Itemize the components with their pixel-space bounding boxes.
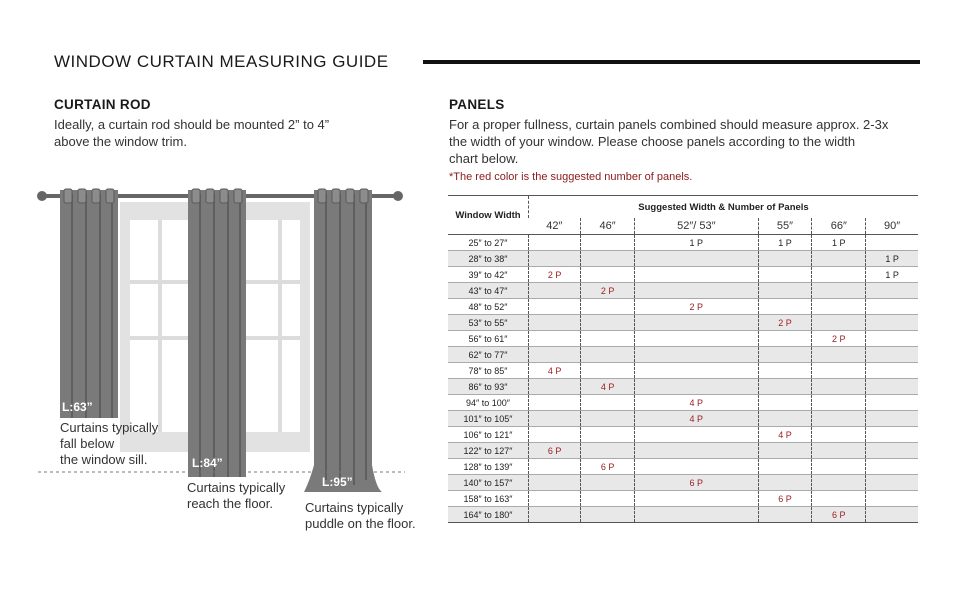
window-width-cell: 62″ to 77″ <box>468 349 508 360</box>
panel-count-cell <box>529 427 581 443</box>
panel-count-cell <box>581 331 635 347</box>
window-width-cell: 164″ to 180″ <box>463 509 513 520</box>
panel-count-cell: 4 P <box>635 411 759 427</box>
table-row <box>448 315 918 331</box>
window-width-cell: 101″ to 105″ <box>463 413 513 424</box>
panel-count-cell: 4 P <box>758 427 812 443</box>
panel-count-cell: 1 P <box>635 235 759 251</box>
panel-count-cell <box>812 315 866 331</box>
window-width-cell: 53″ to 55″ <box>468 317 508 328</box>
table-row <box>448 283 918 299</box>
panel-count-cell: 4 P <box>529 363 581 379</box>
panel-count-cell <box>529 331 581 347</box>
panel-count-cell <box>635 379 759 395</box>
table-row <box>448 427 918 443</box>
panel-count-cell <box>758 475 812 491</box>
panel-count-cell <box>866 427 918 443</box>
caption-84: Curtains typically reach the floor. <box>187 480 286 511</box>
table-row <box>448 395 918 411</box>
panel-count-cell <box>581 315 635 331</box>
panel-count-cell <box>866 363 918 379</box>
window-width-cell: 56″ to 61″ <box>468 333 508 344</box>
panel-count-cell <box>581 363 635 379</box>
panel-count-cell: 6 P <box>635 475 759 491</box>
column-header-1: 46″ <box>581 218 635 235</box>
panel-count-cell <box>812 283 866 299</box>
panel-count-cell: 6 P <box>812 507 866 523</box>
panel-count-cell <box>866 411 918 427</box>
window-width-cell: 158″ to 163″ <box>463 493 513 504</box>
panel-count-cell <box>529 299 581 315</box>
table-row <box>448 347 918 363</box>
panel-count-cell <box>581 507 635 523</box>
window-width-cell: 48″ to 52″ <box>468 301 508 312</box>
curtain-rod-heading: CURTAIN ROD <box>54 97 151 112</box>
panel-count-cell: 6 P <box>529 443 581 459</box>
caption-95: Curtains typically puddle on the floor. <box>305 500 416 531</box>
table-row <box>448 459 918 475</box>
panel-count-cell <box>758 363 812 379</box>
window-width-cell: 122″ to 127″ <box>463 445 513 456</box>
panel-count-cell <box>581 411 635 427</box>
window-width-cell: 43″ to 47″ <box>468 285 508 296</box>
panel-count-cell <box>635 459 759 475</box>
panel-count-cell <box>758 459 812 475</box>
panel-count-cell <box>758 251 812 267</box>
table-row <box>448 251 918 267</box>
table-row <box>448 331 918 347</box>
panel-count-cell: 2 P <box>758 315 812 331</box>
panel-count-cell <box>812 299 866 315</box>
panel-count-cell <box>812 267 866 283</box>
title-rule <box>423 60 920 64</box>
panel-count-cell: 1 P <box>866 267 918 283</box>
panel-count-cell <box>635 491 759 507</box>
curtain-rod-text: Ideally, a curtain rod should be mounted 2” to 4” above the window trim. <box>54 117 330 149</box>
panel-count-cell <box>529 283 581 299</box>
panel-count-cell <box>812 491 866 507</box>
panel-count-cell <box>529 347 581 363</box>
panel-count-cell <box>758 267 812 283</box>
panel-count-cell <box>635 283 759 299</box>
panel-count-cell <box>758 443 812 459</box>
caption-63: Curtains typically fall below the window sill. <box>60 420 159 467</box>
curtain-illustration <box>30 180 440 530</box>
panel-count-cell <box>635 427 759 443</box>
table-row <box>448 475 918 491</box>
panel-count-cell: 1 P <box>812 235 866 251</box>
panel-count-cell <box>758 347 812 363</box>
panel-count-cell <box>635 267 759 283</box>
window-width-cell: 25″ to 27″ <box>468 237 508 248</box>
panel-count-cell <box>866 235 918 251</box>
panel-count-cell <box>529 411 581 427</box>
panel-count-cell: 2 P <box>529 267 581 283</box>
panel-count-cell <box>635 251 759 267</box>
panel-count-cell <box>581 235 635 251</box>
column-header-3: 55″ <box>758 218 812 235</box>
panel-count-cell <box>866 379 918 395</box>
suggested-width-header: Suggested Width & Number of Panels <box>529 196 919 219</box>
panel-size-table <box>448 195 918 523</box>
panel-count-cell <box>812 475 866 491</box>
panel-count-cell <box>866 443 918 459</box>
panel-count-cell: 2 P <box>635 299 759 315</box>
table-row <box>448 507 918 523</box>
table-row <box>448 267 918 283</box>
panel-count-cell <box>758 283 812 299</box>
panel-count-cell <box>529 395 581 411</box>
panel-count-cell <box>866 283 918 299</box>
window-width-cell: 94″ to 100″ <box>466 397 510 408</box>
panel-count-cell <box>529 491 581 507</box>
panel-count-cell <box>758 299 812 315</box>
panel-count-cell <box>758 395 812 411</box>
panel-count-cell <box>866 395 918 411</box>
panel-count-cell <box>581 395 635 411</box>
table-row <box>448 299 918 315</box>
panel-count-cell <box>812 395 866 411</box>
table-row <box>448 443 918 459</box>
panel-count-cell <box>866 491 918 507</box>
panel-count-cell <box>758 379 812 395</box>
panel-count-cell <box>866 347 918 363</box>
window-width-header: Window Width <box>448 196 529 235</box>
panel-count-cell <box>866 331 918 347</box>
panel-count-cell <box>866 299 918 315</box>
panel-count-cell <box>812 251 866 267</box>
panel-count-cell <box>581 475 635 491</box>
panel-count-cell <box>581 443 635 459</box>
window-width-cell: 28″ to 38″ <box>468 253 508 264</box>
panel-count-cell <box>529 235 581 251</box>
panel-count-cell <box>581 491 635 507</box>
panel-count-cell <box>812 443 866 459</box>
window-width-cell: 128″ to 139″ <box>463 461 513 472</box>
column-header-0: 42″ <box>529 218 581 235</box>
panel-count-cell <box>812 347 866 363</box>
panel-count-cell <box>758 411 812 427</box>
panel-count-cell <box>581 299 635 315</box>
table-row <box>448 411 918 427</box>
panel-count-cell <box>758 507 812 523</box>
panel-count-cell <box>529 251 581 267</box>
length-label-63: L:63” <box>62 400 93 414</box>
column-header-2: 52″/ 53″ <box>635 218 759 235</box>
panel-count-cell <box>529 475 581 491</box>
panel-count-cell <box>581 267 635 283</box>
window-width-cell: 39″ to 42″ <box>468 269 508 280</box>
red-color-note: *The red color is the suggested number of panels. <box>449 171 693 183</box>
panel-count-cell <box>529 315 581 331</box>
panel-count-cell: 2 P <box>812 331 866 347</box>
curtain-63-graphic <box>60 189 118 418</box>
panel-count-cell <box>635 315 759 331</box>
column-header-5: 90″ <box>866 218 918 235</box>
panel-count-cell <box>529 379 581 395</box>
panel-count-cell <box>635 331 759 347</box>
window-width-cell: 86″ to 93″ <box>468 381 508 392</box>
panel-count-cell <box>812 379 866 395</box>
panel-count-cell <box>635 443 759 459</box>
panels-text: For a proper fullness, curtain panels combined should measure approx. 2-3x the width of your window. Please choose panels according to the width chart below. <box>449 117 889 166</box>
curtain-95-graphic <box>304 189 382 492</box>
panel-count-cell <box>529 507 581 523</box>
window-width-cell: 140″ to 157″ <box>463 477 513 488</box>
panel-count-cell <box>812 411 866 427</box>
table-row <box>448 491 918 507</box>
panel-count-cell: 4 P <box>581 379 635 395</box>
window-width-cell: 78″ to 85″ <box>468 365 508 376</box>
table-row <box>448 235 918 251</box>
panel-count-cell <box>581 347 635 363</box>
panels-heading: PANELS <box>449 97 505 112</box>
table-body <box>448 235 918 523</box>
panel-count-cell <box>635 363 759 379</box>
window-width-cell: 106″ to 121″ <box>463 429 513 440</box>
panel-count-cell <box>758 331 812 347</box>
panel-count-cell <box>866 475 918 491</box>
panel-count-cell <box>581 427 635 443</box>
table-row <box>448 363 918 379</box>
panel-count-cell: 4 P <box>635 395 759 411</box>
panel-count-cell: 2 P <box>581 283 635 299</box>
table-row <box>448 379 918 395</box>
panel-count-cell <box>812 363 866 379</box>
panel-count-cell <box>635 507 759 523</box>
panel-count-cell: 6 P <box>581 459 635 475</box>
page-title: WINDOW CURTAIN MEASURING GUIDE <box>54 52 389 71</box>
panel-count-cell <box>581 251 635 267</box>
panel-count-cell <box>635 347 759 363</box>
panel-count-cell <box>812 459 866 475</box>
panel-count-cell: 1 P <box>758 235 812 251</box>
length-label-84: L:84” <box>192 456 223 470</box>
curtain-84-graphic <box>188 189 246 477</box>
panel-count-cell <box>866 315 918 331</box>
panel-count-cell <box>812 427 866 443</box>
length-label-95: L:95” <box>322 475 353 489</box>
panel-count-cell <box>529 459 581 475</box>
panel-count-cell: 6 P <box>758 491 812 507</box>
panel-count-cell: 1 P <box>866 251 918 267</box>
panel-count-cell <box>866 507 918 523</box>
column-header-4: 66″ <box>812 218 866 235</box>
panel-count-cell <box>866 459 918 475</box>
